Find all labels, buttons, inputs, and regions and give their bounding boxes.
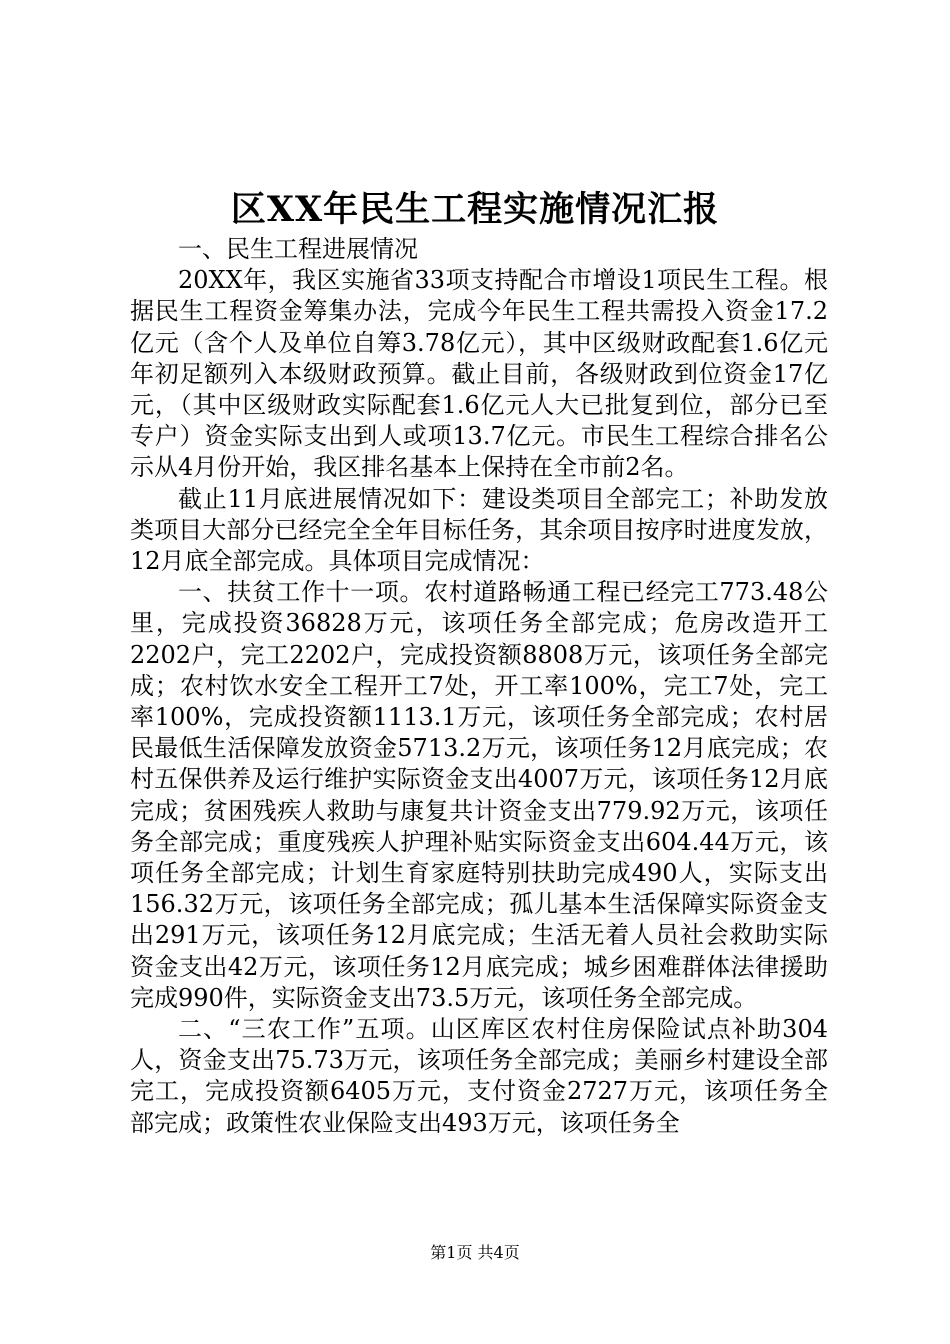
paragraph: 二、“三农工作”五项。山区库区农村住房保险试点补助304人，资金支出75.73万元，该项任务全部完成；美丽乡村建设全部完工，完成投资额6405万元，支付资金2727万元，该项任务全部完成；政策性农业保险支出493万元，该项任务全: [130, 1015, 828, 1137]
paragraph: 20XX年，我区实施省33项支持配合市增设1项民生工程。根据民生工程资金筹集办法，完成今年民生工程共需投入资金17.2亿元（含个人及单位自筹3.78亿元），其中区级财政配套1.6亿元年初足额列入本级财政预算。截止目前，各级财政到位资金17亿元，（其中区级财政实际配套1.6亿元人大已批复到位，部分已至专户）资金实际支出到人或项13.7亿元。市民生工程综合排名公示从4月份开始，我区排名基本上保持在全市前2名。: [130, 266, 828, 482]
section-heading: 一、民生工程进展情况: [178, 235, 418, 263]
page-footer: 第1页 共4页: [430, 1243, 520, 1262]
document-body: [130, 234, 828, 1139]
document-title: 区XX年民生工程实施情况汇报: [230, 189, 720, 230]
paragraph: 截止11月底进展情况如下：建设类项目全部完工；补助发放类项目大部分已经完全全年目标任务，其余项目按序时进度发放，12月底全部完成。具体项目完成情况：: [130, 484, 828, 576]
paragraph: 一、扶贫工作十一项。农村道路畅通工程已经完工773.48公里，完成投资36828万元，该项任务全部完成；危房改造开工2202户，完工2202户，完成投资额8808万元，该项任务全部完成；农村饮水安全工程开工7处，开工率100%，完工7处，完工率100%，完成投资额1113.1万元，该项任务全部完成；农村居民最低生活保障发放资金5713.2万元，该项任务12月底完成；农村五保供养及运行维护实际资金支出4007万元，该项任务12月底完成；贫困残疾人救助与康复共计资金支出779.92万元，该项任务全部完成；重度残疾人护理补贴实际资金支出604.44万元，该项任务全部完成；计划生育家庭特别扶助完成490人，实际支出156.32万元，该项任务全部完成；孤儿基本生活保障实际资金支出291万元，该项任务12月底完成；生活无着人员社会救助实际资金支出42万元，该项任务12月底完成；城乡困难群体法律援助完成990件，实际资金支出73.5万元，该项任务全部完成。: [130, 578, 828, 1012]
